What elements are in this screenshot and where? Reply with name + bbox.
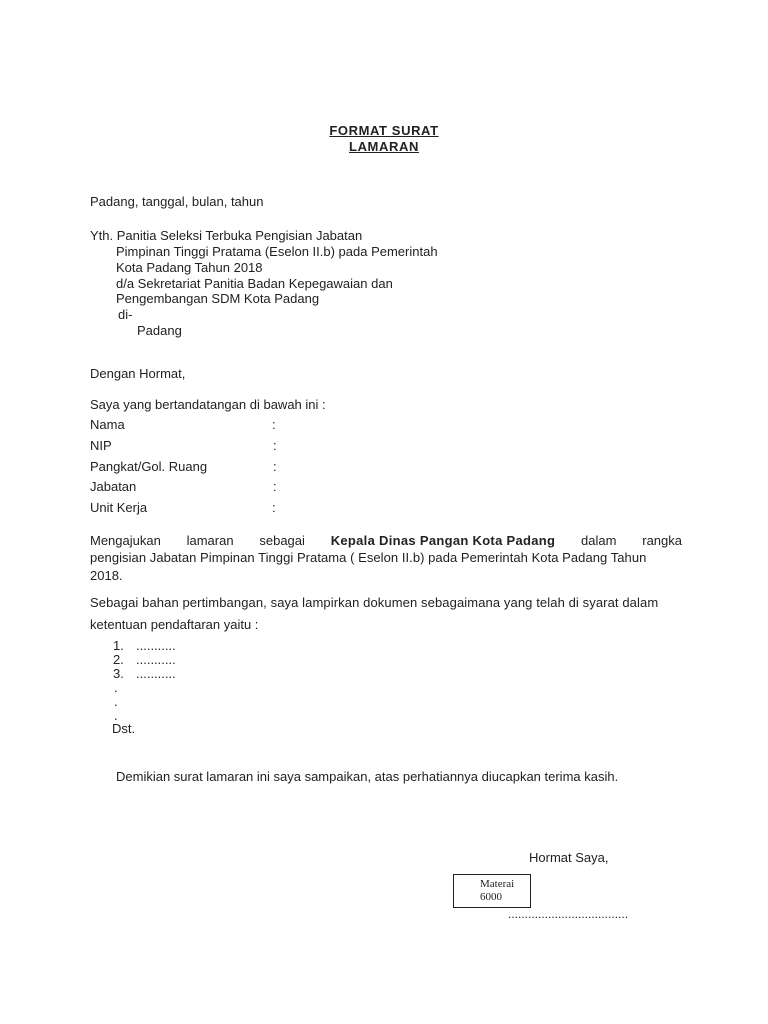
field-colon: : [273, 438, 277, 453]
list-dot: . [114, 708, 118, 723]
field-colon: : [272, 417, 276, 432]
list-dst: Dst. [112, 721, 136, 736]
addressee-line: Pengembangan SDM Kota Padang [116, 291, 320, 306]
field-colon: : [273, 479, 277, 494]
list-dot: . [114, 680, 118, 695]
salutation: Dengan Hormat, [90, 366, 186, 381]
list-number: 1. [113, 638, 124, 653]
letter-title-line1: FORMAT SURAT [329, 123, 439, 138]
field-colon: : [272, 500, 276, 515]
intro-text: Saya yang bertandatangan di bawah ini : [90, 397, 326, 412]
list-item: ........... [136, 666, 176, 681]
field-label: Jabatan [90, 479, 137, 494]
addressee-line: d/a Sekretariat Panitia Badan Kepegawaian dan [116, 276, 393, 291]
stamp-value: 6000 [480, 891, 502, 903]
field-label: Unit Kerja [90, 500, 148, 515]
closing-text: Demikian surat lamaran ini saya sampaikan, atas perhatiannya diucapkan terima kasih. [116, 769, 619, 784]
stamp-label: Materai [480, 878, 515, 890]
position-title: Kepala Dinas Pangan Kota Padang [330, 533, 556, 548]
paragraph1-line2: pengisian Jabatan Pimpinan Tinggi Pratama ( Eselon II.b) pada Pemerintah Kota Padang Tahun [90, 550, 647, 565]
paragraph1-line3: 2018. [90, 568, 123, 583]
signoff: Hormat Saya, [529, 850, 609, 865]
place-date: Padang, tanggal, bulan, tahun [90, 194, 264, 209]
field-label: Nama [90, 417, 125, 432]
paragraph1-word: rangka [642, 533, 682, 548]
addressee-line: Kota Padang Tahun 2018 [116, 260, 263, 275]
paragraph2-line1: Sebagai bahan pertimbangan, saya lampirkan dokumen sebagaimana yang telah di syarat dalam [90, 595, 659, 610]
list-item: ........... [136, 638, 176, 653]
stamp-box [453, 874, 531, 908]
field-colon: : [273, 459, 277, 474]
paragraph1-word: lamaran [186, 533, 234, 548]
paragraph1-word: Mengajukan [90, 533, 161, 548]
list-dot: . [114, 694, 118, 709]
signature-line: .................................... [508, 907, 629, 921]
paragraph1-line1 [90, 532, 682, 550]
addressee-line: Pimpinan Tinggi Pratama (Eselon II.b) pada Pemerintah [116, 244, 438, 259]
list-number: 3. [113, 666, 124, 681]
paragraph2-line2: ketentuan pendaftaran yaitu : [90, 617, 259, 632]
field-label: Pangkat/Gol. Ruang [90, 459, 208, 474]
letter-title-line2: LAMARAN [349, 139, 419, 154]
list-item: ........... [136, 652, 176, 667]
paragraph1-word: dalam [581, 533, 617, 548]
addressee-di: di- [118, 307, 133, 322]
addressee-city: Padang [137, 323, 182, 338]
list-number: 2. [113, 652, 124, 667]
paragraph1-word: sebagai [259, 533, 305, 548]
addressee-line: Yth. Panitia Seleksi Terbuka Pengisian Jabatan [90, 228, 363, 243]
field-label: NIP [90, 438, 112, 453]
